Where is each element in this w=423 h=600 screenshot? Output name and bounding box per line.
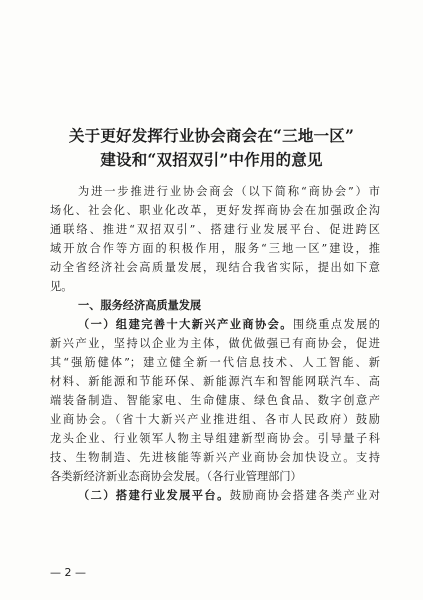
document-title-line-1: 关于更好发挥行业协会商会在“三地一区”	[68, 126, 355, 145]
item-1-line-3: 其“强筋健体”；建立健全新一代信息技术、人工智能、新	[50, 356, 380, 369]
item-1-line-1: 围绕重点发展的	[292, 318, 380, 331]
intro-line-3: 通联络、推进“双招双引”、搭建行业发展平台、促进跨区	[50, 223, 380, 236]
document-title-line-2: 建设和“双招双引”中作用的意见	[100, 150, 323, 169]
item-1-line-8: 技、生物制造、先进核能等新兴产业商协会加快设立。支持	[50, 451, 380, 464]
item-1-line-4: 材料、新能源和节能环保、新能源汽车和智能网联汽车、高	[50, 375, 380, 388]
item-1-lead: （一）组建完善十大新兴产业商协会。	[78, 317, 293, 331]
intro-line-6: 见。	[50, 280, 73, 293]
item-2-lead: （二）搭建行业发展平台。	[78, 488, 230, 502]
intro-line-4: 域开放合作等方面的积极作用，服务“三地一区”建设，推	[50, 242, 380, 255]
item-1-line-5: 端装备制造、智能家电、生命健康、绿色食品、数字创意产	[50, 394, 380, 407]
page-number: — 2 —	[50, 566, 86, 579]
item-1-line-9: 各类新经济新业态商协会发展。（各行业管理部门）	[50, 470, 302, 483]
intro-line-2: 场化、社会化、职业化改革，更好发挥商协会在加强政企沟	[50, 204, 380, 217]
item-1-first-line	[78, 316, 380, 333]
item-2-first-line	[78, 487, 380, 504]
item-1-line-2: 新兴产业，坚持以企业为主体，做优做强已有商协会，促进	[50, 337, 380, 350]
item-1-line-7: 龙头企业、行业领军人物主导组建新型商协会。引导量子科	[50, 432, 380, 445]
intro-line-1: 为进一步推进行业协会商会（以下简称“商协会”）市	[78, 185, 380, 198]
item-2-rest: 鼓励商协会搭建各类产业对	[229, 489, 380, 502]
item-1-line-6: 业商协会。（省十大新兴产业推进组、各市人民政府）鼓励	[50, 413, 380, 426]
intro-line-5: 动全省经济社会高质量发展，现结合我省实际，提出如下意	[50, 261, 380, 274]
section-heading-1: 一、服务经济高质量发展	[78, 299, 202, 312]
